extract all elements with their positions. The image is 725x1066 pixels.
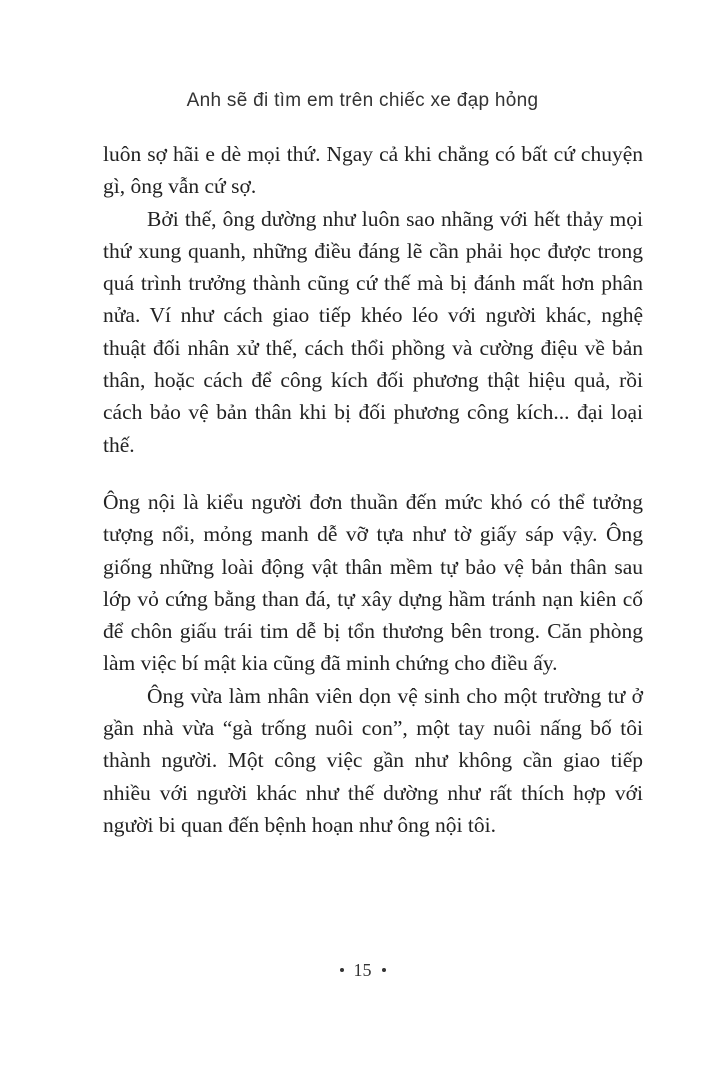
page-number: 15 [353,960,372,980]
paragraph: Ông vừa làm nhân viên dọn vệ sinh cho một trường tư ở gần nhà vừa “gà trống nuôi con”, một tay nuôi nấng bố tôi thành người. Một công việc gần như không cần giao tiếp nhiều với người khác như thế dường như rất thích hợp với người bi quan đến bệnh hoạn như ông nội tôi. [103,683,643,837]
page-folio [0,960,725,981]
paragraph: Ông nội là kiểu người đơn thuần đến mức khó có thể tưởng tượng nổi, mỏng manh dễ vỡ tựa như tờ giấy sáp vậy. Ông giống những loài động vật thân mềm tự bảo vệ bản thân sau lớp vỏ cứng bằng than đá, tự xây dựng hầm tránh nạn kiên cố để chôn giấu trái tim dễ bị tổn thương bên trong. Căn phòng làm việc bí mật kia cũng đã minh chứng cho điều ấy. [103,490,643,676]
running-header-title: Anh sẽ đi tìm em trên chiếc xe đạp hỏng [186,90,539,111]
text-section-2 [103,486,643,841]
paragraph: Bởi thế, ông dường như luôn sao nhãng với hết thảy mọi thứ xung quanh, những điều đáng lẽ cần phải học được trong quá trình trưởng thành cũng cứ thế mà bị đánh mất hơn phân nửa. Ví như cách giao tiếp khéo léo với người khác, nghệ thuật đối nhân xử thế, cách thổi phồng và cường điệu về bản thân, hoặc cách để công kích đối phương thật hiệu quả, rồi cách bảo vệ bản thân khi bị đối phương công kích... đại loại thế. [103,206,643,457]
bullet-dot-icon [340,968,344,972]
text-section-1 [103,138,643,461]
bullet-dot-icon [382,968,386,972]
paragraph: luôn sợ hãi e dè mọi thứ. Ngay cả khi chẳng có bất cứ chuyện gì, ông vẫn cứ sợ. [103,142,643,199]
